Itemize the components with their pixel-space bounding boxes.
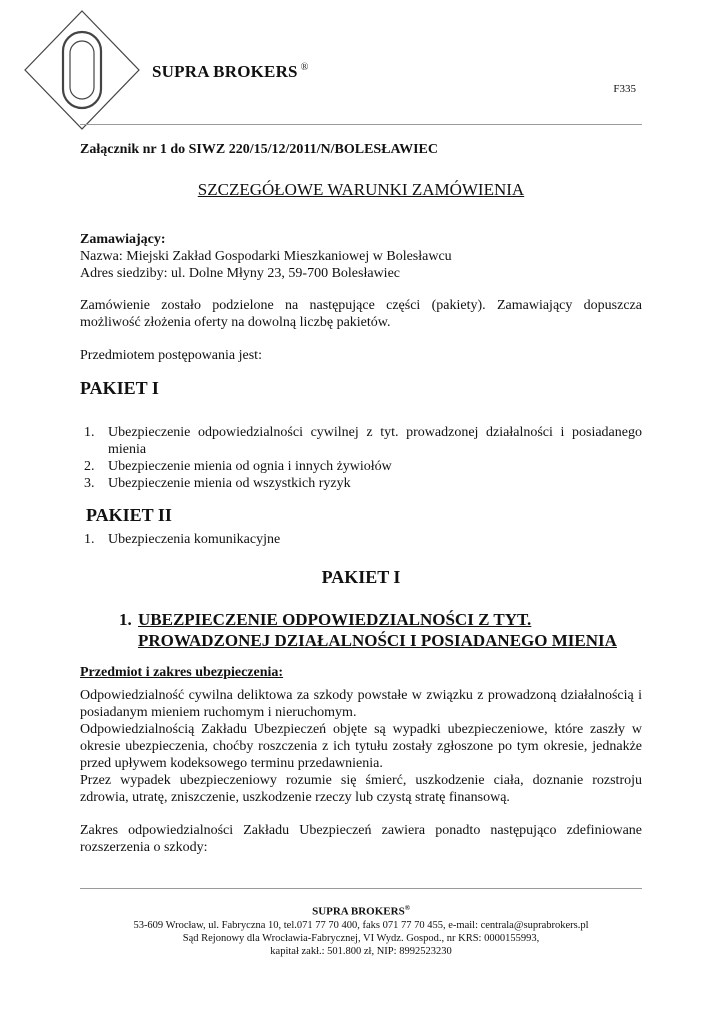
footer-divider [80, 888, 642, 889]
list-item: 1. Ubezpieczenie odpowiedzialności cywilnej z tyt. prowadzonej działalności i posiadanego mienia [84, 425, 642, 457]
package2-heading: PAKIET II [86, 505, 172, 525]
subject-intro: Przedmiotem postępowania jest: [80, 348, 262, 363]
ordering-party [80, 231, 642, 282]
package1-list [80, 424, 642, 492]
list-item: 3. Ubezpieczenie mienia od wszystkich ryzyk [84, 476, 351, 491]
scope-heading: Przedmiot i zakres ubezpieczenia: [80, 665, 284, 680]
ordering-party-address: Adres siedziby: ul. Dolne Młyny 23, 59-700 Bolesławiec [80, 266, 401, 281]
document-title: SZCZEGÓŁOWE WARUNKI ZAMÓWIENIA [197, 180, 525, 199]
footer-company: SUPRA BROKERS® [312, 904, 410, 918]
section-heading [80, 609, 642, 651]
package1-heading: PAKIET I [80, 378, 159, 398]
list-item: 2. Ubezpieczenie mienia od ognia i innych żywiołów [84, 459, 392, 474]
footer [80, 902, 642, 958]
form-code: F335 [613, 83, 636, 95]
attachment-line: Załącznik nr 1 do SIWZ 220/15/12/2011/N/BOLESŁAWIEC [80, 142, 438, 157]
division-paragraph: Zamówienie zostało podzielone na następujące części (pakiety). Zamawiający dopuszcza możliwość złożenia oferty na dowolną liczbę pakietów. [80, 298, 642, 330]
package2-list [80, 531, 642, 548]
section-heading-line2: PROWADZONEJ DZIAŁALNOŚCI I POSIADANEGO MIENIA [138, 631, 617, 650]
ordering-party-heading: Zamawiający: [80, 232, 166, 247]
extensions-paragraph: Zakres odpowiedzialności Zakładu Ubezpieczeń zawiera ponadto następująco zdefiniowane rozszerzenia o szkody: [80, 823, 642, 855]
footer-capital: kapitał zakł.: 501.800 zł, NIP: 8992523230 [270, 945, 452, 957]
brand-name: SUPRA BROKERS ® [152, 62, 309, 81]
footer-address: 53-609 Wrocław, ul. Fabryczna 10, tel.071 77 70 400, faks 071 77 70 455, e-mail: centrala@suprabrokers.pl [133, 919, 589, 931]
ordering-party-name: Nazwa: Miejski Zakład Gospodarki Mieszkaniowej w Bolesławcu [80, 249, 452, 264]
header-divider [80, 124, 642, 125]
section-number: 1. [119, 610, 132, 629]
scope-paragraph: Przez wypadek ubezpieczeniowy rozumie się śmierć, uszkodzenie ciała, doznanie rozstroju zdrowia, utratę, zniszczenie, uszkodzenie rzeczy lub czystą stratę finansową. [80, 773, 642, 805]
section-package-heading: PAKIET I [321, 567, 401, 587]
list-item: 1. Ubezpieczenia komunikacyjne [84, 532, 281, 547]
scope-paragraphs [80, 687, 642, 806]
footer-court: Sąd Rejonowy dla Wrocławia-Fabrycznej, VI Wydz. Gospod., nr KRS: 0000155993, [182, 932, 540, 944]
supra-brokers-logo [22, 8, 142, 132]
scope-paragraph: Odpowiedzialność cywilna deliktowa za szkody powstałe w związku z prowadzoną działalnością i posiadanym mieniem ruchomym i nieruchomym. [80, 688, 642, 720]
scope-paragraph: Odpowiedzialnością Zakładu Ubezpieczeń objęte są wypadki ubezpieczeniowe, które zaszły w okresie ubezpieczenia, choćby roszczenia z ich tytułu zostały zgłoszone po tym okresie, jednakże przed upływem kodeksowego terminu przedawnienia. [80, 722, 642, 771]
section-heading-line1: UBEZPIECZENIE ODPOWIEDZIALNOŚCI Z TYT. [138, 610, 532, 629]
